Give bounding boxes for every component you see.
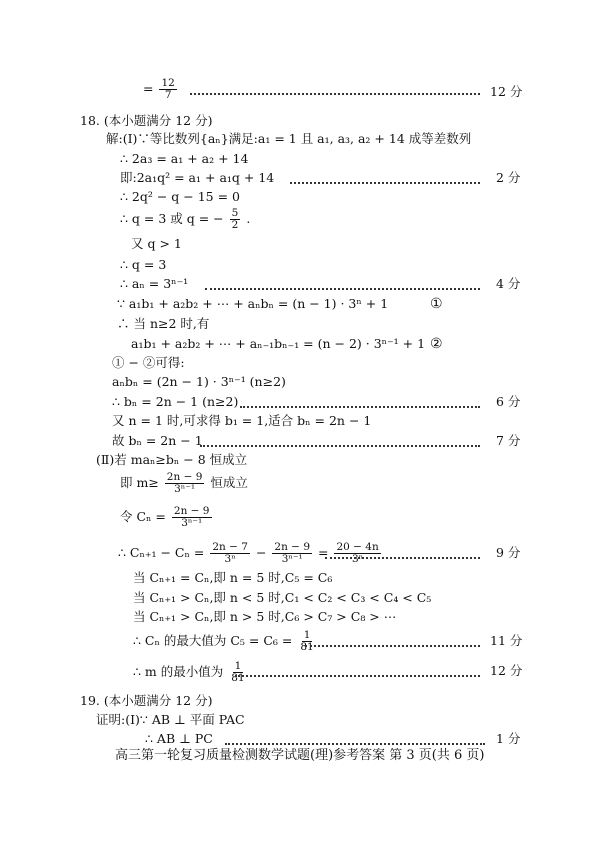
solution-line: 又 n = 1 时,可求得 b₁ = 1,适合 bₙ = 2n − 1 (112, 413, 372, 428)
fraction: $\frac{2n - 9}{\text{3ⁿ⁻¹}}$ (274, 541, 311, 565)
solution-line: 即:2a₁q² = a₁ + a₁q + 14 (120, 170, 275, 185)
solution-line: (Ⅱ)若 maₙ≥bₙ − 8 恒成立 (96, 452, 248, 467)
score: 1 分 (496, 731, 521, 746)
fraction: $\frac{1}{81}$ (231, 660, 245, 684)
fraction: $\frac{2n - 7}{\text{3ⁿ}}$ (212, 541, 248, 565)
text-span: ∴ q = 3 或 q = − (120, 211, 224, 226)
solution-line: aₙbₙ = (2n − 1) · 3ⁿ⁻¹ (n≥2) (112, 374, 286, 389)
solution-line (133, 661, 249, 684)
leader-dots (200, 445, 480, 447)
solution-line: ∴ q = 3 (120, 257, 167, 272)
solution-line: 当 Cₙ₊₁ = Cₙ,即 n = 5 时,C₅ = C₆ (133, 570, 333, 585)
equation-marker: ① (430, 296, 443, 312)
solution-line: ∴ 2a₃ = a₁ + a₂ + 14 (120, 151, 249, 166)
leader-dots (240, 406, 480, 408)
question-title: 19. (本小题满分 12 分) (80, 693, 213, 708)
text-span: ∴ Cₙ₊₁ − Cₙ = (118, 545, 205, 560)
score: 11 分 (490, 633, 523, 648)
equals-sign: = (143, 81, 154, 96)
text-span: . (246, 211, 251, 226)
solution-line: 故 bₙ = 2n − 1 (112, 433, 203, 448)
equation-marker: ② (430, 336, 443, 352)
fraction: $\frac{2n - 9}{\text{3ⁿ⁻¹}}$ (166, 471, 203, 495)
text-span: 令 Cₙ = (120, 509, 166, 524)
fraction: $\frac{5}{2}$ (231, 207, 239, 231)
leader-dots (225, 743, 485, 745)
score: 7 分 (496, 433, 521, 448)
score: 2 分 (496, 170, 521, 185)
leader-dots (325, 557, 480, 559)
fraction: $\frac{20 - 4n}{\text{3ⁿ}}$ (336, 541, 379, 565)
solution-line: ∴ aₙ = 3ⁿ⁻¹ (120, 276, 189, 291)
fraction: $\frac{2n - 9}{\text{3ⁿ⁻¹}}$ (173, 505, 210, 529)
text-span: − (255, 545, 267, 560)
solution-line: ① − ②可得: (112, 355, 185, 370)
solution-line: 当 Cₙ₊₁ > Cₙ,即 n > 5 时,C₆ > C₇ > C₈ > ⋯ (133, 609, 397, 624)
leader-dots (235, 675, 480, 677)
fraction: $\frac{1}{81}$ (300, 629, 314, 653)
top-equation (143, 78, 179, 101)
fraction: $\frac{12}{7}$ (161, 77, 175, 101)
text-span: 恒成立 (210, 475, 248, 490)
score: 9 分 (496, 545, 521, 560)
score: 6 分 (496, 394, 521, 409)
solution-line: ∴ bₙ = 2n − 1 (n≥2) (112, 394, 239, 409)
leader-dots (305, 645, 480, 647)
solution-line (120, 506, 214, 529)
question-title: 18. (本小题满分 12 分) (80, 113, 213, 128)
text-span: ∴ Cₙ 的最大值为 C₅ = C₆ = (133, 633, 293, 648)
leader-dots (205, 288, 480, 290)
text-span: ∴ m 的最小值为 (133, 664, 224, 679)
solution-line (118, 542, 383, 565)
solution-line (120, 208, 250, 231)
leader-dots (190, 93, 480, 95)
leader-dots (290, 182, 480, 184)
solution-line: a₁b₁ + a₂b₂ + ⋯ + aₙ₋₁bₙ₋₁ = (n − 2) · 3ⁿ⁻¹ + 1 (131, 336, 426, 351)
solution-line (120, 472, 248, 495)
page-footer: 高三第一轮复习质量检测数学试题(理)参考答案 第 3 页(共 6 页) (115, 748, 485, 763)
solution-line: ∴ 2q² − q − 15 = 0 (120, 189, 241, 204)
solution-line (133, 630, 318, 653)
solution-line: ∵ a₁b₁ + a₂b₂ + ⋯ + aₙbₙ = (n − 1) · 3ⁿ + 1 (117, 296, 389, 311)
score: 12 分 (490, 663, 523, 678)
solution-line: 证明:(Ⅰ)∵ AB ⊥ 平面 PAC (96, 712, 245, 727)
text-span: 即 m≥ (120, 475, 159, 490)
score: 12 分 (490, 84, 523, 99)
solution-line: 当 Cₙ₊₁ > Cₙ,即 n < 5 时,C₁ < C₂ < C₃ < C₄ < C₅ (133, 590, 432, 605)
text-span: = (318, 545, 329, 560)
score: 4 分 (496, 276, 521, 291)
solution-line: ∴ AB ⊥ PC (145, 731, 213, 746)
solution-line: 又 q > 1 (131, 236, 182, 251)
solution-line: 解:(Ⅰ)∵等比数列{aₙ}满足:a₁ = 1 且 a₁, a₃, a₂ + 14 成等差数列 (106, 131, 472, 146)
solution-line: ∴ 当 n≥2 时,有 (117, 316, 210, 331)
